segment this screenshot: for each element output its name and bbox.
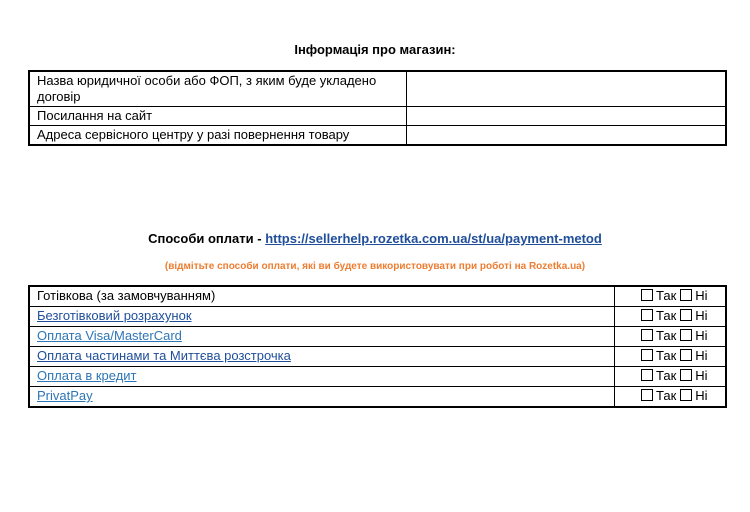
no-label: Ні [695, 288, 708, 303]
no-label: Ні [695, 308, 708, 323]
payment-method-card-link[interactable]: Оплата Visa/MasterCard [37, 328, 182, 343]
site-link-value[interactable] [407, 107, 727, 126]
table-row [29, 286, 726, 307]
yes-no-options [615, 367, 727, 387]
no-checkbox[interactable] [680, 349, 692, 361]
payment-method-credit-link[interactable]: Оплата в кредит [37, 368, 137, 383]
yes-label: Так [656, 348, 677, 363]
legal-entity-value[interactable] [407, 71, 727, 107]
yes-checkbox[interactable] [641, 369, 653, 381]
yes-label: Так [656, 308, 677, 323]
yes-no-options [615, 307, 727, 327]
service-center-label: Адреса сервісного центру у разі повернення товару [29, 126, 407, 146]
no-label: Ні [695, 368, 708, 383]
no-checkbox[interactable] [680, 329, 692, 341]
table-row [29, 367, 726, 387]
table-row [29, 327, 726, 347]
service-center-value[interactable] [407, 126, 727, 146]
yes-label: Так [656, 368, 677, 383]
no-label: Ні [695, 328, 708, 343]
yes-label: Так [656, 288, 677, 303]
yes-checkbox[interactable] [641, 389, 653, 401]
payment-method-cashless-link[interactable]: Безготівковий розрахунок [37, 308, 192, 323]
yes-no-options [615, 327, 727, 347]
payment-method-cash: Готівкова (за замовчуванням) [29, 286, 615, 307]
table-row [29, 387, 726, 408]
payment-methods-table [28, 285, 727, 408]
payment-help-link[interactable]: https://sellerhelp.rozetka.com.ua/st/ua/payment-metod [265, 231, 602, 246]
table-row [29, 107, 726, 126]
yes-checkbox[interactable] [641, 309, 653, 321]
table-row [29, 347, 726, 367]
yes-no-options [615, 387, 727, 408]
no-checkbox[interactable] [680, 369, 692, 381]
store-info-table [28, 70, 727, 146]
yes-no-options [615, 286, 727, 307]
payment-title [0, 231, 750, 246]
no-checkbox[interactable] [680, 289, 692, 301]
site-link-label: Посилання на сайт [29, 107, 407, 126]
table-row [29, 307, 726, 327]
yes-checkbox[interactable] [641, 329, 653, 341]
yes-checkbox[interactable] [641, 349, 653, 361]
payment-method-privatpay-link[interactable]: PrivatPay [37, 388, 93, 403]
payment-method-installments-link[interactable]: Оплата частинами та Миттєва розстрочка [37, 348, 291, 363]
no-checkbox[interactable] [680, 309, 692, 321]
yes-checkbox[interactable] [641, 289, 653, 301]
yes-no-options [615, 347, 727, 367]
payment-note: (відмітьте способи оплати, які ви будете використовувати при роботі на Rozetka.ua) [164, 261, 586, 272]
table-row [29, 126, 726, 146]
table-row [29, 71, 726, 107]
store-info-title: Інформація про магазин: [294, 42, 456, 57]
yes-label: Так [656, 388, 677, 403]
no-checkbox[interactable] [680, 389, 692, 401]
payment-title-prefix: Способи оплати - [148, 231, 266, 246]
legal-entity-label: Назва юридичної особи або ФОП, з яким буде укладено договір [29, 71, 407, 107]
no-label: Ні [695, 388, 708, 403]
no-label: Ні [695, 348, 708, 363]
yes-label: Так [656, 328, 677, 343]
